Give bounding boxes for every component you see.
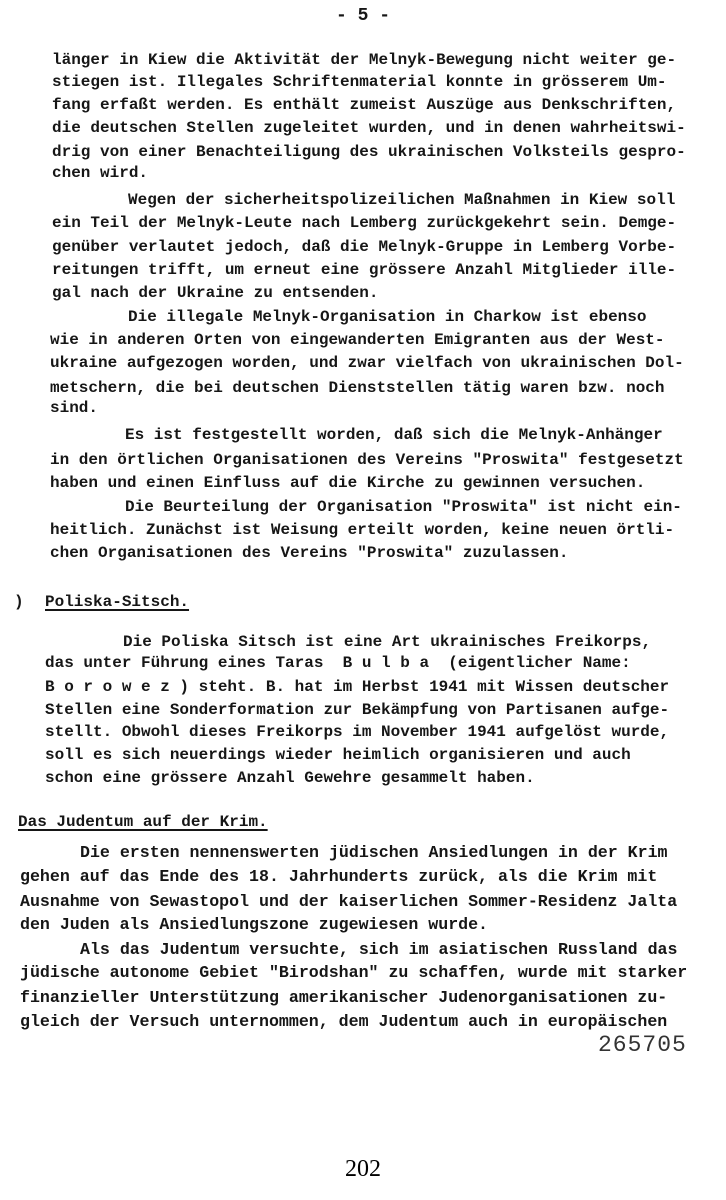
text-line: soll es sich neuerdings wieder heimlich organisieren und auch <box>45 746 631 764</box>
section-heading: Poliska-Sitsch. <box>45 593 190 611</box>
text-line: Die Poliska Sitsch ist eine Art ukrainisches Freikorps, <box>123 633 652 651</box>
text-line: Die illegale Melnyk-Organisation in Charkow ist ebenso <box>128 308 647 326</box>
page-marker: - 5 - <box>335 6 390 26</box>
text-line: die deutschen Stellen zugeleitet wurden, und in denen wahrheitswi- <box>52 119 686 137</box>
text-line: länger in Kiew die Aktivität der Melnyk-Bewegung nicht weiter ge- <box>52 51 677 69</box>
text-line: Die Beurteilung der Organisation "Proswita" ist nicht ein- <box>125 498 682 516</box>
text-line: stiegen ist. Illegales Schriftenmaterial konnte in grösserem Um- <box>52 73 667 91</box>
text-line: B o r o w e z ) steht. B. hat im Herbst 1941 mit Wissen deutscher <box>45 678 670 696</box>
section-marker: ) <box>14 593 24 611</box>
text-line: Ausnahme von Sewastopol und der kaiserlichen Sommer-Residenz Jalta <box>20 892 678 911</box>
text-line: stellt. Obwohl dieses Freikorps im November 1941 aufgelöst wurde, <box>45 723 670 741</box>
text-line: sind. <box>50 399 99 417</box>
document-number-stamp: 265705 <box>598 1032 687 1058</box>
text-line: Wegen der sicherheitspolizeilichen Maßnahmen in Kiew soll <box>128 191 676 209</box>
folio-number: 202 <box>345 1156 381 1182</box>
text-line: gehen auf das Ende des 18. Jahrhunderts zurück, als die Krim mit <box>20 867 658 886</box>
text-line: Die ersten nennenswerten jüdischen Ansiedlungen in der Krim <box>80 843 668 862</box>
text-line: Stellen eine Sonderformation zur Bekämpfung von Partisanen aufge- <box>45 701 670 719</box>
text-line: fang erfaßt werden. Es enthält zumeist Auszüge aus Denkschriften, <box>52 96 677 114</box>
text-line: in den örtlichen Organisationen des Vereins "Proswita" festgesetzt <box>50 451 684 469</box>
text-line: genüber verlautet jedoch, daß die Melnyk-Gruppe in Lemberg Vorbe- <box>52 238 677 256</box>
text-line: gal nach der Ukraine zu entsenden. <box>52 284 379 302</box>
text-line: haben und einen Einfluss auf die Kirche zu gewinnen versuchen. <box>50 474 646 492</box>
text-line: metschern, die bei deutschen Dienststellen tätig waren bzw. noch <box>50 379 665 397</box>
text-line: drig von einer Benachteiligung des ukrainischen Volksteils gespro- <box>52 143 686 161</box>
text-line: ein Teil der Melnyk-Leute nach Lemberg zurückgekehrt sein. Demge- <box>52 214 677 232</box>
section-heading: Das Judentum auf der Krim. <box>18 813 268 831</box>
text-line: gleich der Versuch unternommen, dem Judentum auch in europäischen <box>20 1012 668 1031</box>
text-line: heitlich. Zunächst ist Weisung erteilt worden, keine neuen örtli- <box>50 521 675 539</box>
text-line: Es ist festgestellt worden, daß sich die Melnyk-Anhänger <box>125 426 663 444</box>
text-line: chen Organisationen des Vereins "Proswita" zuzulassen. <box>50 544 569 562</box>
text-line: wie in anderen Orten von eingewanderten Emigranten aus der West- <box>50 331 665 349</box>
text-line: reitungen trifft, um erneut eine grössere Anzahl Mitglieder ille- <box>52 261 677 279</box>
text-line: schon eine grössere Anzahl Gewehre gesammelt haben. <box>45 769 535 787</box>
text-line: das unter Führung eines Taras B u l b a (eigentlicher Name: <box>45 654 631 672</box>
text-line: jüdische autonome Gebiet "Birodshan" zu schaffen, wurde mit starker <box>20 963 688 982</box>
text-line: ukraine aufgezogen worden, und zwar vielfach von ukrainischen Dol- <box>50 354 684 372</box>
text-line: finanzieller Unterstützung amerikanischer Judenorganisationen zu- <box>20 988 668 1007</box>
text-line: Als das Judentum versuchte, sich im asiatischen Russland das <box>80 940 678 959</box>
text-line: den Juden als Ansiedlungszone zugewiesen wurde. <box>20 915 489 934</box>
text-line: chen wird. <box>52 164 149 182</box>
